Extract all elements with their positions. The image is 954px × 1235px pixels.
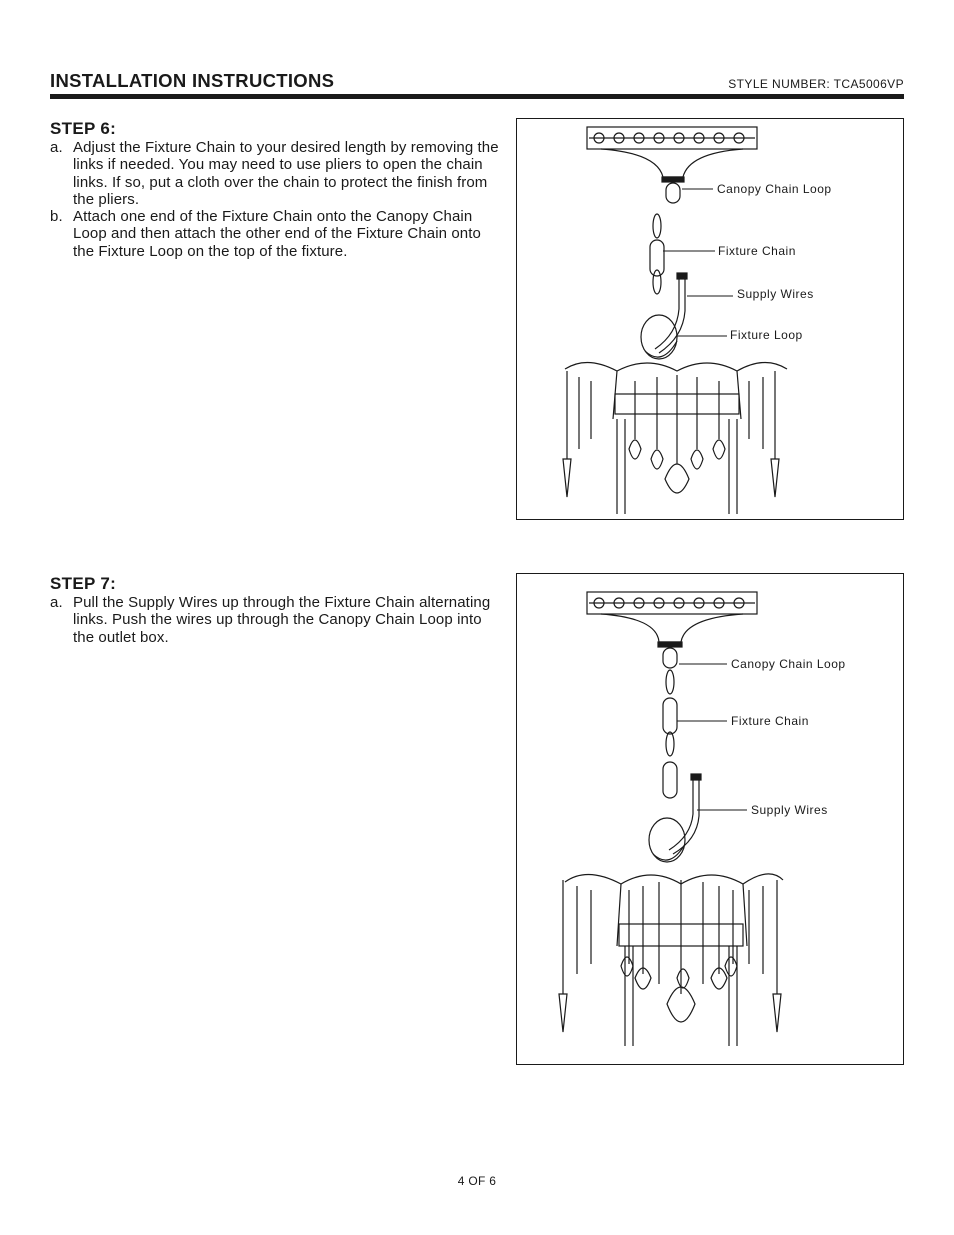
item-text: Adjust the Fixture Chain to your desired length by removing the links if needed. You may need to use pliers to open the chain links. If so, put a cloth over the chain to protect the finish from the pliers. bbox=[73, 139, 499, 208]
label-fixture-chain: Fixture Chain bbox=[718, 244, 796, 258]
label-supply-wires: Supply Wires bbox=[751, 803, 828, 817]
label-fixture-loop: Fixture Loop bbox=[730, 328, 803, 342]
chain-link bbox=[653, 270, 661, 294]
item-text: Pull the Supply Wires up through the Fixture Chain alternating links. Push the wires up through the Canopy Chain Loop into the outlet box. bbox=[73, 594, 491, 646]
label-canopy-chain-loop: Canopy Chain Loop bbox=[717, 182, 832, 196]
step-6-item-a bbox=[50, 139, 500, 208]
step-6-title: STEP 6: bbox=[50, 119, 117, 138]
canopy-crystal-band bbox=[589, 133, 755, 143]
crystal-strands bbox=[563, 371, 779, 497]
step-7-diagram bbox=[516, 573, 904, 1065]
chain-link bbox=[663, 762, 677, 798]
style-number: STYLE NUMBER: TCA5006VP bbox=[728, 77, 904, 91]
canopy-nut bbox=[662, 177, 684, 182]
step-7-title: STEP 7: bbox=[50, 574, 117, 593]
canopy-body bbox=[601, 614, 743, 642]
canopy-nut bbox=[658, 642, 682, 647]
canopy-chain-loop bbox=[663, 648, 677, 668]
canopy-chain-loop bbox=[666, 183, 680, 203]
supply-wires bbox=[669, 778, 693, 850]
step-7-illustration bbox=[517, 574, 903, 1064]
step-6-instructions bbox=[50, 139, 500, 260]
page-number: 4 OF 6 bbox=[457, 1174, 497, 1188]
item-marker: b. bbox=[50, 208, 63, 226]
crystal-strands bbox=[559, 880, 781, 1032]
chain-link bbox=[653, 214, 661, 238]
item-marker: a. bbox=[50, 594, 63, 611]
step-7-instructions bbox=[50, 594, 500, 646]
item-text: Attach one end of the Fixture Chain onto the Canopy Chain Loop and then attach the other end of the Fixture Chain onto the Fixture Loop on the top of the fixture. bbox=[73, 208, 481, 260]
chandelier-arms bbox=[565, 874, 783, 884]
label-fixture-chain: Fixture Chain bbox=[731, 714, 809, 728]
canopy-body bbox=[601, 149, 743, 177]
step-6-diagram bbox=[516, 118, 904, 520]
page-title: INSTALLATION INSTRUCTIONS bbox=[50, 70, 335, 91]
step-6-item-b bbox=[50, 208, 500, 260]
chandelier-arms bbox=[565, 362, 787, 371]
chain-link bbox=[666, 732, 674, 756]
label-canopy-chain-loop: Canopy Chain Loop bbox=[731, 657, 846, 671]
label-supply-wires: Supply Wires bbox=[737, 287, 814, 301]
item-marker: a. bbox=[50, 139, 63, 156]
chain-link bbox=[663, 698, 677, 734]
step-7-item-a bbox=[50, 594, 500, 646]
canopy-crystal-band bbox=[589, 598, 755, 608]
header-divider bbox=[50, 94, 904, 99]
chain-link bbox=[666, 670, 674, 694]
step-6-illustration bbox=[517, 119, 903, 519]
